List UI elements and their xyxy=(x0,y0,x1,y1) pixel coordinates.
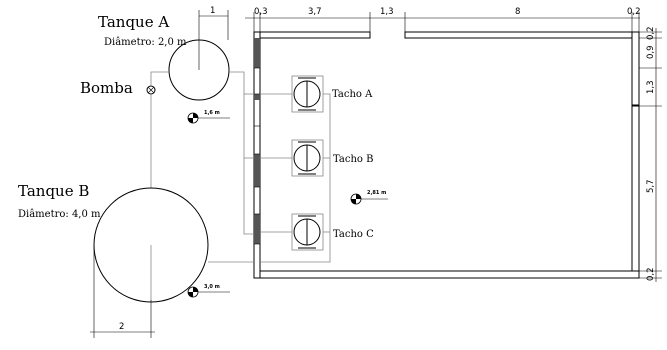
left-wall-window-3 xyxy=(254,154,260,187)
top-dimensions xyxy=(245,7,641,32)
bomba xyxy=(80,79,155,97)
tacho-c-label: Tacho C xyxy=(333,229,374,240)
dim-right-13: 1,3 xyxy=(646,80,656,94)
level-mark-b-text: 3,0 m xyxy=(204,284,220,290)
tacho-a xyxy=(292,76,373,112)
tanque-b-diameter: Diâmetro: 4,0 m xyxy=(18,209,101,220)
dim-wall-left: 0,3 xyxy=(254,7,268,17)
dim-right-wall-bottom: 0,2 xyxy=(646,267,656,281)
dim-right-wall-top: 0,2 xyxy=(646,26,656,40)
tanque-a-title: Tanque A xyxy=(98,13,170,31)
top-wall-left xyxy=(254,32,370,38)
dim-room-width: 3,7 xyxy=(308,7,322,17)
bomba-label: Bomba xyxy=(80,79,133,97)
dim-tank-a-width: 1 xyxy=(210,6,216,16)
level-mark-a xyxy=(188,110,230,123)
right-wall-lower xyxy=(632,106,639,278)
level-mark-b xyxy=(188,284,230,297)
tacho-b-label: Tacho B xyxy=(333,154,374,165)
bottom-wall xyxy=(254,271,639,278)
dim-wall-right: 0,2 xyxy=(627,7,641,17)
pipe-tank-a-pump xyxy=(151,72,169,86)
left-wall-window-1 xyxy=(254,38,260,68)
dim-right-57: 5,7 xyxy=(646,179,656,193)
tanque-a-diameter: Diâmetro: 2,0 m xyxy=(104,37,187,48)
tacho-c xyxy=(292,214,374,250)
dim-door: 1,3 xyxy=(380,7,394,17)
right-wall-upper xyxy=(632,32,639,105)
left-wall-window-2 xyxy=(254,94,260,100)
right-dimensions xyxy=(639,26,662,282)
pipes xyxy=(151,72,330,262)
tacho-a-label: Tacho A xyxy=(332,89,373,100)
tanque-b-title: Tanque B xyxy=(18,182,90,200)
pipe-tank-a-manifold xyxy=(229,72,254,234)
tacho-b xyxy=(292,140,373,176)
left-wall-window-4 xyxy=(254,214,260,244)
building-walls xyxy=(254,32,639,278)
dim-hall: 8 xyxy=(515,7,521,17)
dim-tank-b-radius: 2 xyxy=(119,322,125,332)
top-wall-right xyxy=(405,32,639,38)
tanque-b xyxy=(18,182,208,338)
level-mark-floor-text: 2,81 m xyxy=(367,190,387,196)
dim-right-09: 0,9 xyxy=(646,45,656,59)
level-mark-a-text: 1,6 m xyxy=(204,110,220,116)
level-mark-floor xyxy=(351,190,388,204)
